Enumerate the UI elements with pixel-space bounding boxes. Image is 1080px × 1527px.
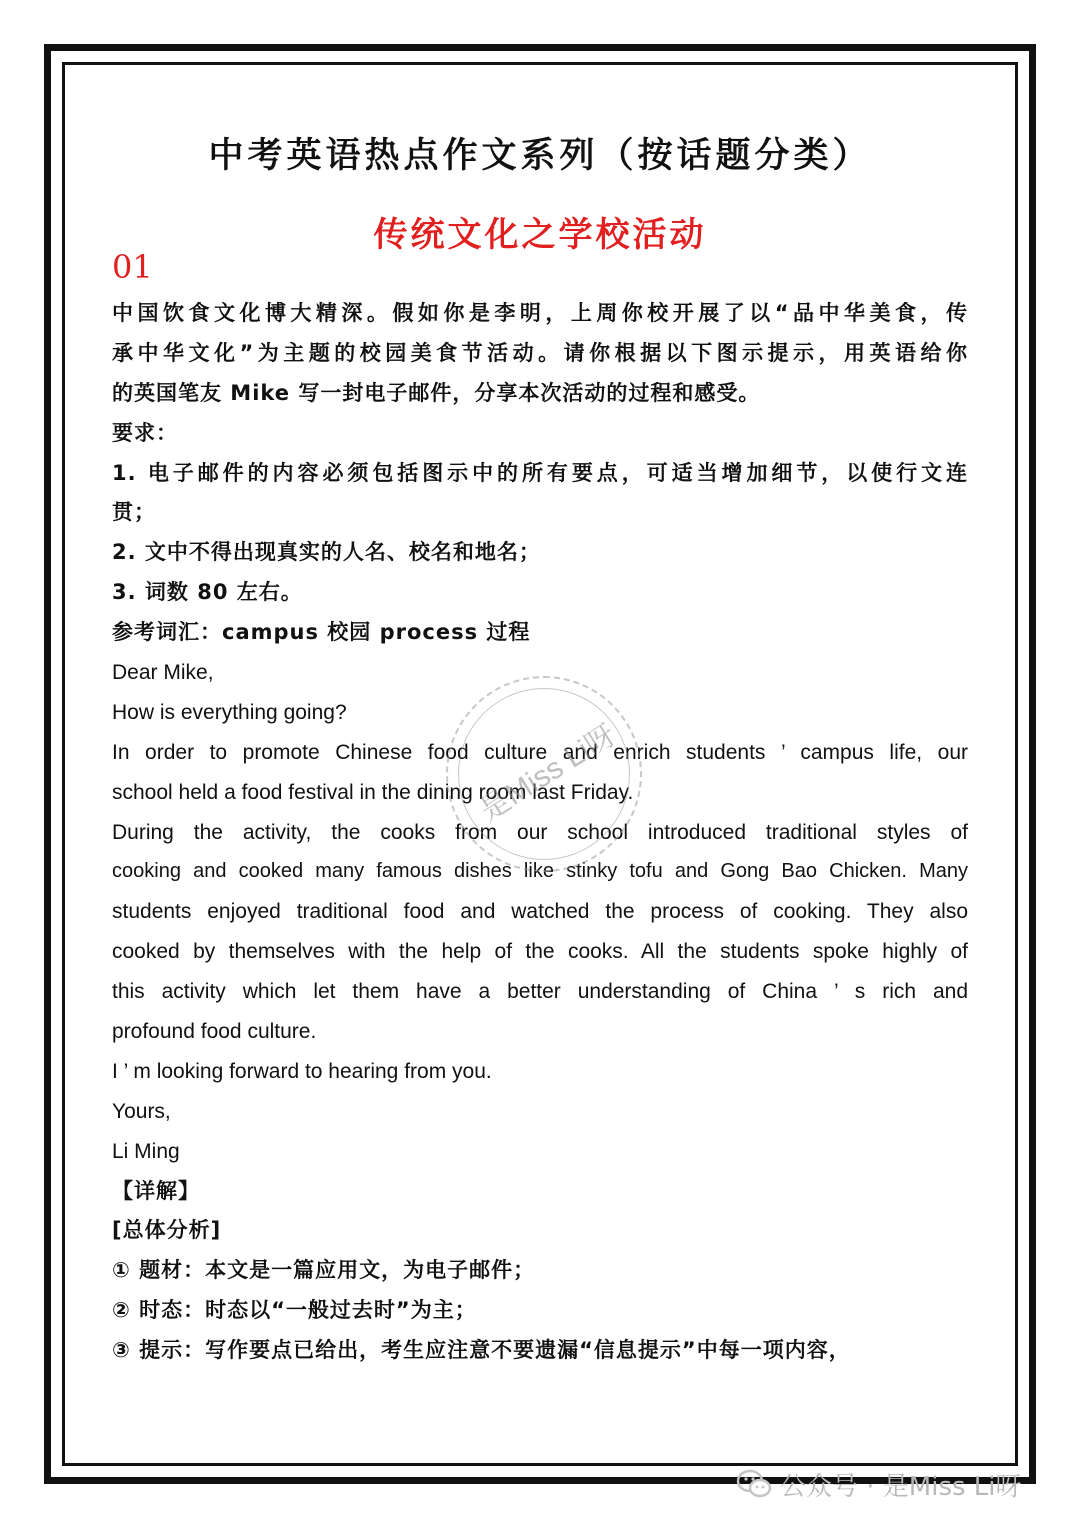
requirements-label: 要求： — [112, 420, 178, 445]
prompt-line: 的英国笔友 Mike 写一封电子邮件，分享本次活动的过程和感受。 — [112, 380, 761, 405]
letter-body-line: this activity which let them have a better understanding of China ’ s rich and — [112, 980, 968, 1004]
letter-signature: Li Ming — [112, 1139, 180, 1163]
analysis-subheading: [总体分析] — [112, 1218, 222, 1243]
letter-body-line: school held a food festival in the dining room last Friday. — [112, 780, 634, 804]
requirement-item: 2. 文中不得出现真实的人名、校名和地名； — [112, 540, 541, 565]
requirement-item: 3. 词数 80 左右。 — [112, 580, 303, 605]
prompt-line: 中国饮食文化博大精深。假如你是李明，上周你校开展了以“品中华美食，传 — [112, 301, 968, 325]
vocab-line: 参考词汇：campus 校园 process 过程 — [112, 620, 531, 645]
stamp-watermark — [446, 676, 642, 872]
letter-greeting: Dear Mike, — [112, 661, 214, 685]
letter-body-line: cooked by themselves with the help of the cooks. All the students spoke highly of — [112, 940, 968, 964]
letter-body-line: In order to promote Chinese food culture and enrich students ’ campus life, our — [112, 740, 968, 764]
wechat-icon — [736, 1469, 772, 1499]
letter-signoff: Yours, — [112, 1099, 171, 1123]
analysis-heading: 【详解】 — [112, 1178, 200, 1203]
page-subtitle: 传统文化之学校活动 — [373, 215, 707, 255]
letter-body-line: students enjoyed traditional food and watched the process of cooking. They also — [112, 900, 968, 924]
requirement-item: 1. 电子邮件的内容必须包括图示中的所有要点，可适当增加细节，以使行文连 — [112, 460, 968, 485]
account-watermark — [736, 1464, 1022, 1504]
section-number: 01 — [112, 248, 153, 286]
watermark-text: 公众号 · 是Miss Li呀 — [780, 1471, 1022, 1502]
requirement-item: 贯； — [112, 500, 156, 525]
letter-body-line: profound food culture. — [112, 1020, 317, 1044]
stamp-text: 是Miss Li呀 — [474, 718, 622, 828]
letter-body-line: cooking and cooked many famous dishes like stinky tofu and Gong Bao Chicken. Many — [112, 860, 968, 883]
letter-opening: How is everything going? — [112, 700, 347, 724]
analysis-point: ② 时态：时态以“一般过去时”为主； — [112, 1298, 477, 1323]
letter-closing: I ’ m looking forward to hearing from you. — [112, 1059, 492, 1083]
prompt-line: 承中华文化”为主题的校园美食节活动。请你根据以下图示提示，用英语给你 — [112, 340, 968, 365]
analysis-point: ① 题材：本文是一篇应用文，为电子邮件； — [112, 1258, 536, 1283]
page-title: 中考英语热点作文系列（按话题分类） — [208, 136, 872, 176]
analysis-point: ③ 提示：写作要点已给出，考生应注意不要遗漏“信息提示”中每一项内容， — [112, 1338, 851, 1363]
letter-body-line: During the activity, the cooks from our school introduced traditional styles of — [112, 820, 968, 844]
